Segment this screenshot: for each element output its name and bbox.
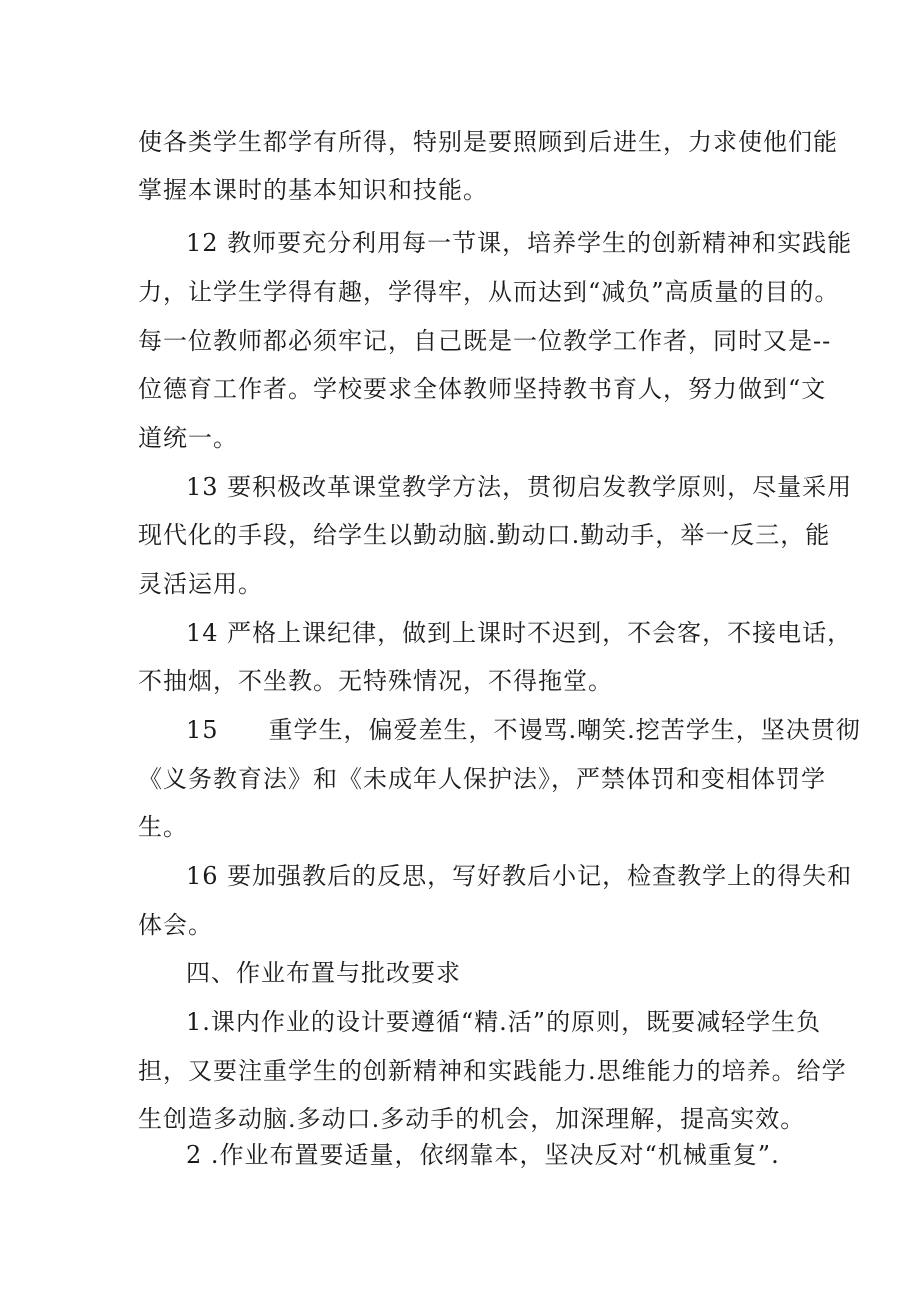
text-line: 使各类学生都学有所得，特别是要照顾到后进生，力求使他们能	[138, 128, 838, 156]
text-line: 掌握本课时的基本知识和技能。	[138, 176, 488, 204]
text-line: 现代化的手段，给学生以勤动脑.勤动口.勤动手，举一反三，能	[138, 521, 831, 549]
text-line: 道统一。	[138, 424, 238, 452]
paragraph-14-first-line: 14 严格上课纪律，做到上课时不迟到，不会客，不接电话，	[186, 619, 853, 647]
text-line: 位德育工作者。学校要求全体教师坚持教书育人，努力做到“文	[138, 375, 827, 403]
text-line: 力，让学生学得有趣，学得牢，从而达到“减负”高质量的目的。	[138, 278, 840, 306]
text-line: 生创造多动脑.多动口.多动手的机会，加深理解，提高实效。	[138, 1105, 806, 1133]
paragraph-15-first-line: 15 重学生，偏爱差生，不谩骂.嘲笑.挖苦学生，坚决贯彻	[186, 716, 861, 744]
section-heading: 四、作业布置与批改要求	[186, 959, 461, 987]
text-line: 灵活运用。	[138, 570, 263, 598]
text-line: 每一位教师都必须牢记，自己既是一位教学工作者，同时又是--	[138, 327, 832, 355]
paragraph-12-first-line: 12 教师要充分利用每一节课，培养学生的创新精神和实践能	[186, 229, 853, 257]
text-line: 不抽烟，不坐教。无特殊情况，不得拖堂。	[138, 667, 613, 695]
text-line: 体会。	[138, 911, 213, 939]
homework-item-2-first-line: 2 .作业布置要适量，依纲靠本，坚决反对“机械重复”.	[186, 1141, 780, 1169]
paragraph-13-first-line: 13 要积极改革课堂教学方法，贯彻启发教学原则，尽量采用	[186, 473, 853, 501]
text-line: 担，又要注重学生的创新精神和实践能力.思维能力的培养。给学	[138, 1057, 847, 1085]
text-line: 生。	[138, 813, 188, 841]
homework-item-1-first-line: 1.课内作业的设计要遵循“精.活”的原则，既要减轻学生负	[186, 1008, 822, 1036]
text-line: 《义务教育法》和《未成年人保护法》，严禁体罚和变相体罚学	[138, 765, 826, 793]
paragraph-16-first-line: 16 要加强教后的反思，写好教后小记，检查教学上的得失和	[186, 862, 853, 890]
